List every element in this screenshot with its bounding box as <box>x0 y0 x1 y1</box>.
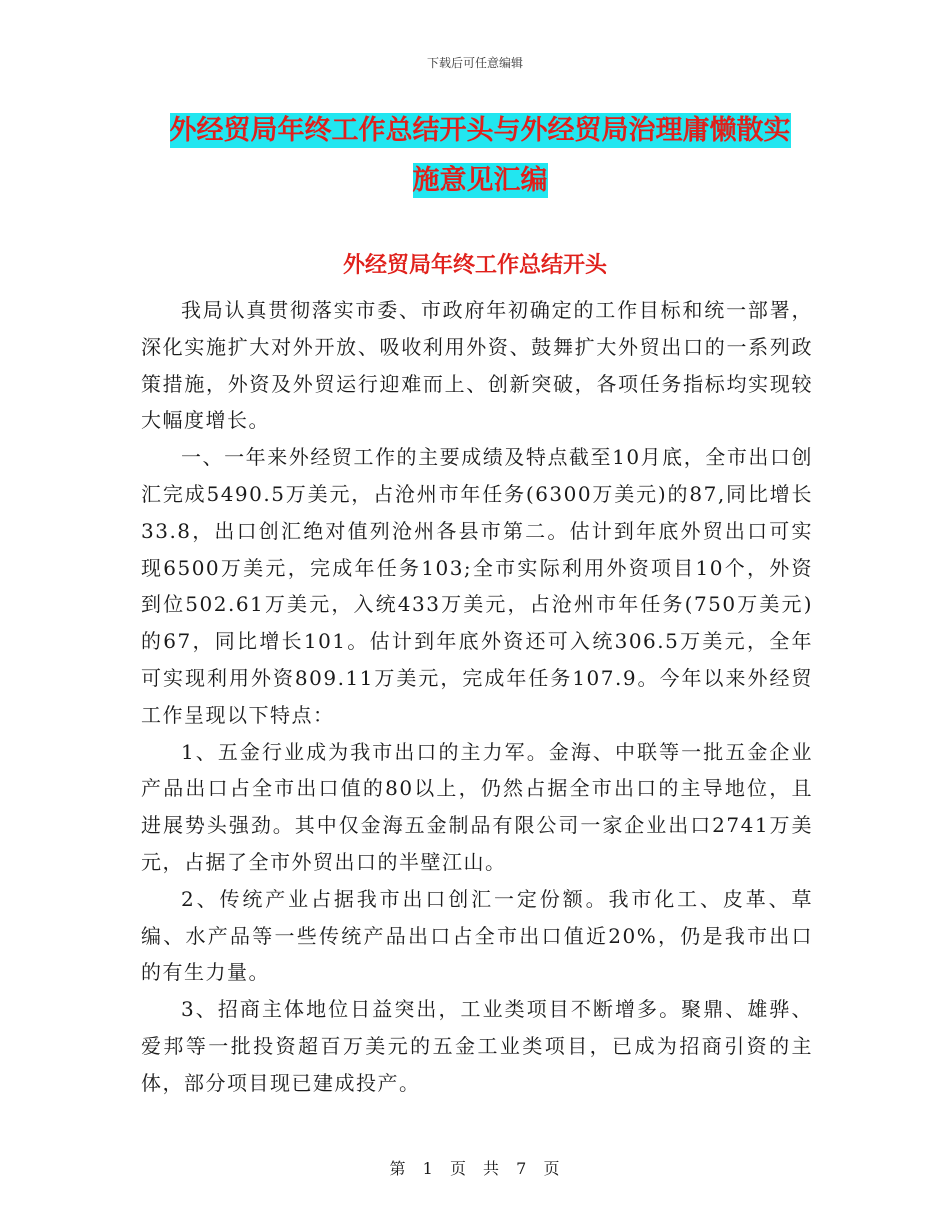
paragraph-3: 1、五金行业成为我市出口的主力军。金海、中联等一批五金企业产品出口占全市出口值的80以上，仍然占据全市出口的主导地位，且进展势头强劲。其中仅金海五金制品有限公司一家企业出口2741万美元，占据了全市外贸出口的半壁江山。 <box>141 739 813 874</box>
document-title <box>140 106 820 206</box>
paragraph-5: 3、招商主体地位日益突出，工业类项目不断增多。聚鼎、雄骅、爱邦等一批投资超百万美元的五金工业类项目，已成为招商引资的主体，部分项目现已建成投产。 <box>141 997 813 1095</box>
document-title-line-1: 外经贸局年终工作总结开头与外经贸局治理庸懒散实 <box>169 115 791 146</box>
paragraph-1: 我局认真贯彻落实市委、市政府年初确定的工作目标和统一部署，深化实施扩大对外开放、吸收利用外资、鼓舞扩大外贸出口的一系列政策措施，外资及外贸运行迎难而上、创新突破，各项任务指标均实现较大幅度增长。 <box>141 298 813 433</box>
page-footer <box>0 1156 950 1179</box>
footer-total-pages: 7 <box>516 1159 528 1178</box>
footer-di: 第 <box>389 1159 407 1178</box>
document-title-line-2: 施意见汇编 <box>412 165 548 196</box>
header-note: 下载后可任意编辑 <box>426 56 523 70</box>
footer-ye: 页 <box>449 1159 467 1178</box>
section-title: 外经贸局年终工作总结开头 <box>342 252 607 278</box>
footer-ye-2: 页 <box>543 1159 561 1178</box>
footer-page-number: 1 <box>422 1159 434 1178</box>
footer-gong: 共 <box>483 1159 501 1178</box>
body-text <box>141 292 813 1102</box>
paragraph-4: 2、传统产业占据我市出口创汇一定份额。我市化工、皮革、草编、水产品等一些传统产品出口占全市出口值近20%，仍是我市出口的有生力量。 <box>141 886 813 985</box>
paragraph-2: 一、一年来外经贸工作的主要成绩及特点截至10月底，全市出口创汇完成5490.5万美元，占沧州市年任务(6300万美元)的87,同比增长33.8，出口创汇绝对值列沧州各县市第二。估计到年底外贸出口可实现6500万美元，完成年任务103;全市实际利用外资项目10个，外资到位502.61万美元，入统433万美元，占沧州市年任务(750万美元)的67，同比增长101。估计到年底外资还可入统306.5万美元，全年可实现利用外资809.11万美元，完成年任务107.9。今年以来外经贸工作呈现以下特点： <box>141 445 813 727</box>
